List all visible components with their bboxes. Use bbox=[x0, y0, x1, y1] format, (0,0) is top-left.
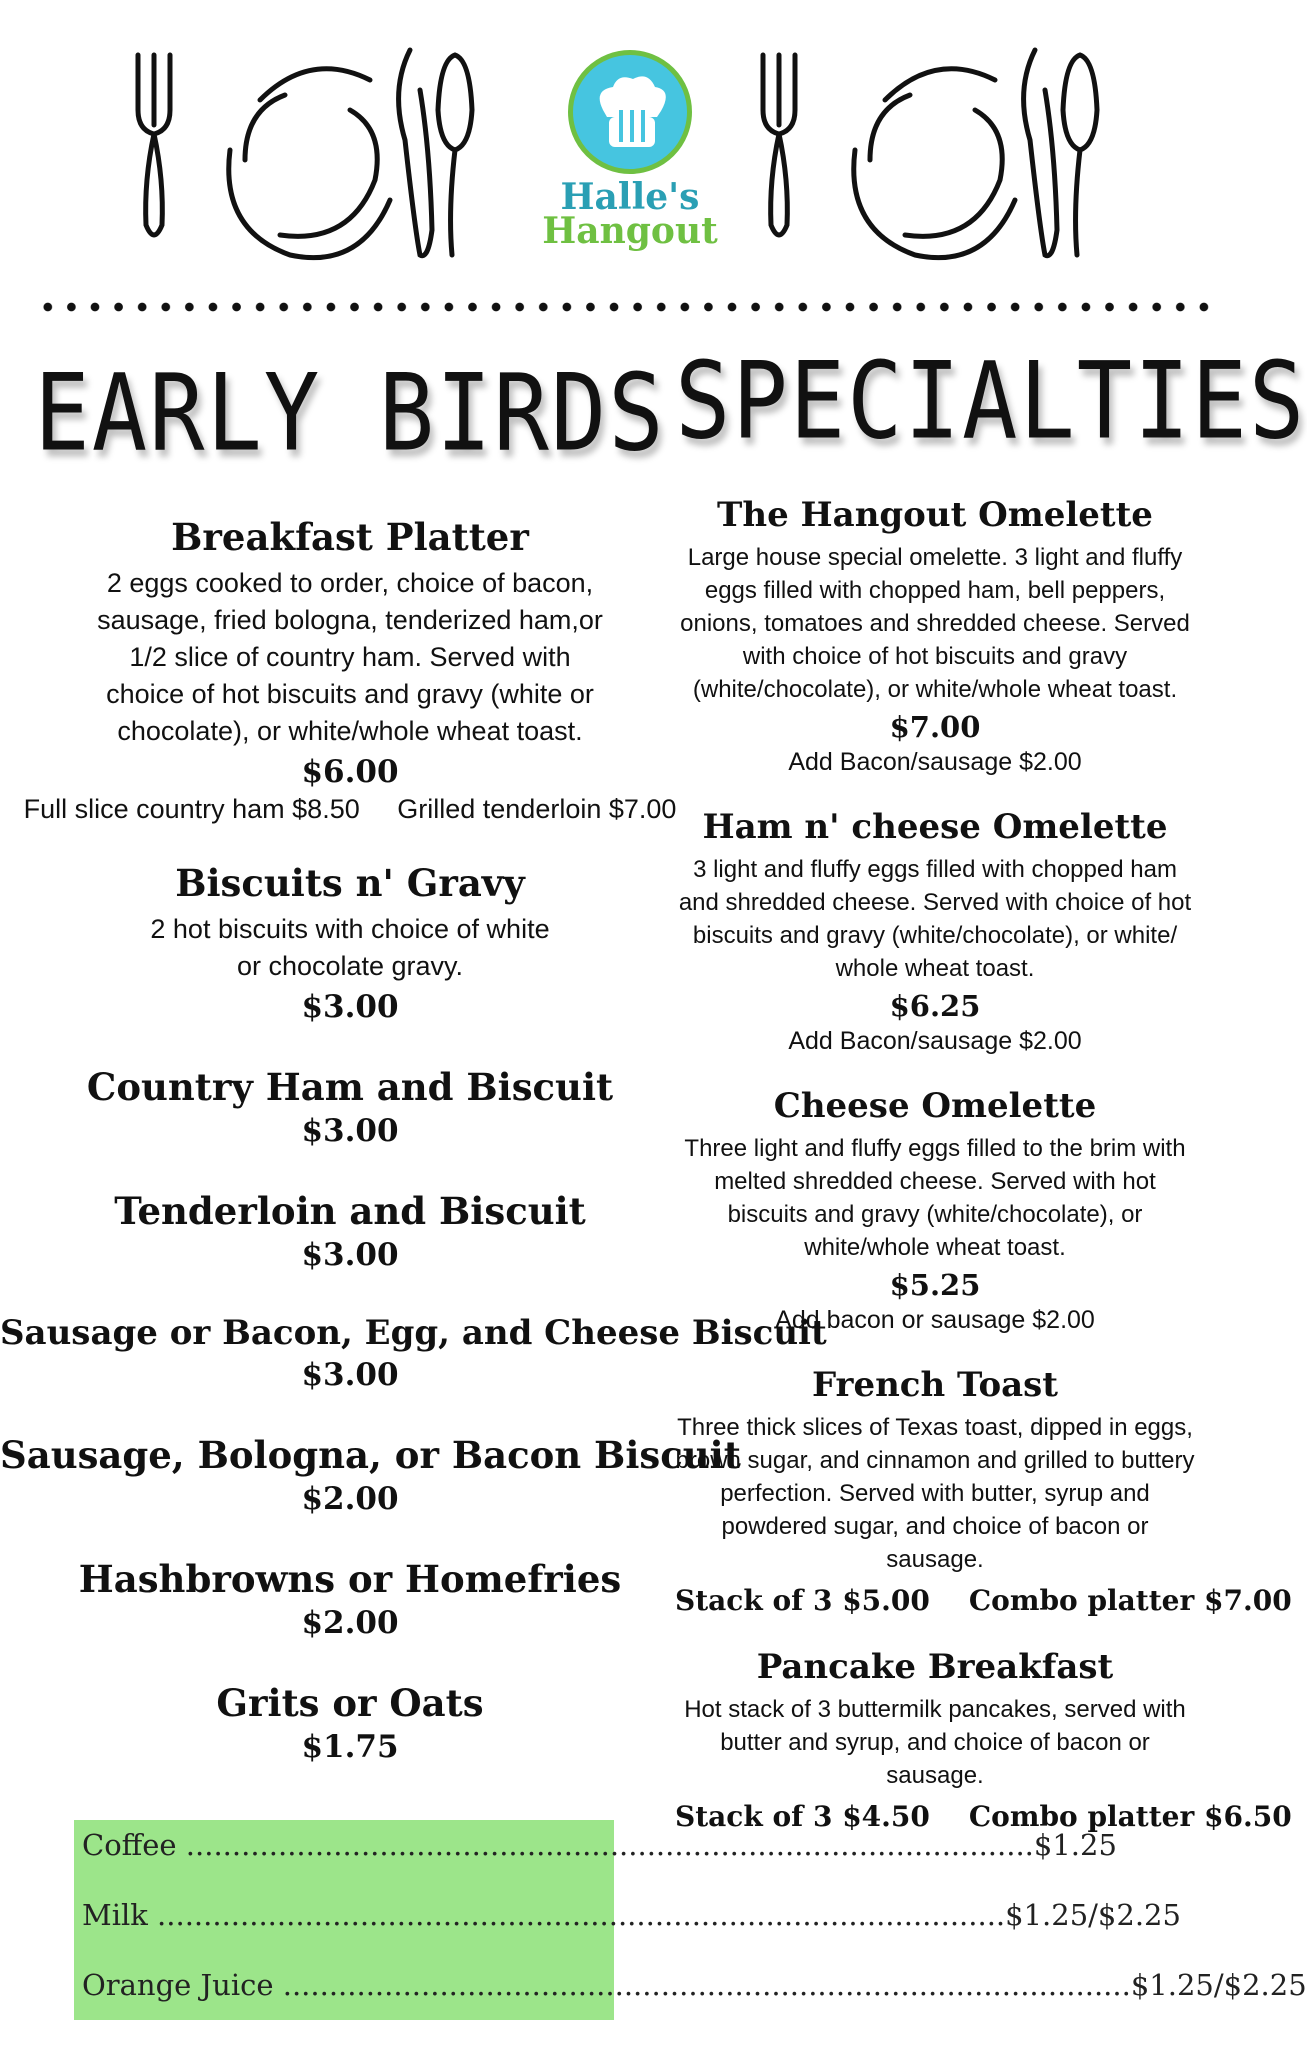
item-name: Pancake Breakfast bbox=[756, 1647, 1114, 1687]
item-stack-prices: Stack of 3 $5.00 Combo platter $7.00 bbox=[675, 1584, 1292, 1617]
item-stack-prices: Stack of 3 $4.50 Combo platter $6.50 bbox=[675, 1800, 1292, 1833]
item-extra: Add Bacon/sausage $2.00 bbox=[788, 748, 1082, 776]
drink-name: Coffee ..... bbox=[82, 1828, 1034, 1862]
item-price: $2.00 bbox=[301, 1605, 399, 1641]
menu-item-grits-oats bbox=[0, 1681, 700, 1765]
item-name: French Toast bbox=[811, 1365, 1059, 1405]
item-price: $3.00 bbox=[301, 1237, 399, 1273]
specialties-title: SPECIALTIES bbox=[675, 339, 1307, 464]
fork-icon bbox=[138, 55, 170, 235]
item-name: Breakfast Platter bbox=[171, 515, 529, 559]
drink-row-coffee bbox=[82, 1828, 1117, 1898]
item-name: Biscuits n' Gravy bbox=[175, 861, 525, 905]
specialties-column bbox=[675, 339, 1307, 1833]
menu-item-hashbrowns bbox=[0, 1557, 700, 1641]
item-name: Grits or Oats bbox=[216, 1681, 484, 1725]
item-price: $3.00 bbox=[301, 989, 399, 1025]
drink-row-orange-juice bbox=[82, 1968, 1307, 2038]
menu-item-bologna-biscuit bbox=[0, 1433, 741, 1517]
item-description: 2 hot biscuits with choice of white or chocolate gravy. bbox=[150, 914, 550, 981]
item-price: $3.00 bbox=[301, 1357, 399, 1393]
menu-item-egg-cheese-biscuit bbox=[0, 1313, 827, 1393]
item-name: The Hangout Omelette bbox=[717, 495, 1153, 535]
item-extra: Full slice country ham $8.50 Grilled tenderloin $7.00 bbox=[23, 794, 677, 824]
item-name: Sausage, Bologna, or Bacon Biscuit bbox=[0, 1433, 741, 1477]
menu-item-hangout-omelette bbox=[675, 495, 1195, 777]
chef-hat-icon bbox=[568, 50, 692, 174]
menu-item-country-ham-biscuit bbox=[0, 1065, 700, 1149]
logo-line-2: Hangout bbox=[542, 210, 718, 252]
item-description: Hot stack of 3 buttermilk pancakes, served with butter and syrup, and choice of bacon or sausage. bbox=[684, 1696, 1186, 1789]
item-extra: Add bacon or sausage $2.00 bbox=[775, 1306, 1095, 1334]
item-name: Ham n' cheese Omelette bbox=[702, 807, 1168, 847]
spoon-icon bbox=[399, 50, 472, 256]
item-price: $3.00 bbox=[301, 1113, 399, 1149]
logo-wordmark bbox=[530, 176, 730, 252]
early-birds-title: EARLY BIRDS bbox=[34, 351, 666, 476]
drink-row-milk bbox=[82, 1898, 1181, 1968]
item-price: $2.00 bbox=[301, 1481, 399, 1517]
drink-price: $1.25/$2.25 bbox=[1130, 1968, 1307, 2002]
place-setting-left bbox=[120, 30, 500, 270]
item-name: Sausage or Bacon, Egg, and Cheese Biscuit bbox=[0, 1313, 827, 1353]
item-name: Tenderloin and Biscuit bbox=[114, 1189, 586, 1233]
plate-icon bbox=[229, 69, 390, 258]
menu-item-cheese-omelette bbox=[675, 1086, 1195, 1335]
logo-line-1: Halle's bbox=[560, 176, 700, 218]
item-price: $5.25 bbox=[889, 1268, 981, 1302]
item-description: Large house special omelette. 3 light and fluffy eggs filled with chopped ham, bell peppers, onions, tomatoes and shredded cheese. Served with choice of hot biscuits and gravy (white/chocolate), or white/whole wheat toast. bbox=[680, 544, 1190, 703]
drink-name: Orange Juice ..... bbox=[82, 1968, 1131, 2002]
item-price: $6.25 bbox=[889, 989, 981, 1023]
drink-price: $1.25 bbox=[1033, 1828, 1117, 1862]
item-extra: Add Bacon/sausage $2.00 bbox=[788, 1027, 1082, 1055]
menu-item-ham-cheese-omelette bbox=[675, 807, 1195, 1056]
dotted-divider bbox=[36, 300, 1216, 314]
item-price: $1.75 bbox=[301, 1729, 399, 1765]
early-birds-column bbox=[0, 340, 827, 1765]
item-price: $6.00 bbox=[301, 754, 399, 790]
item-description: 2 eggs cooked to order, choice of bacon, sausage, fried bologna, tenderized ham,or 1/2 slice of country ham. Served with choice of hot biscuits and gravy (white or chocolate), or white/whole wheat toast. bbox=[97, 568, 603, 746]
place-setting-right bbox=[745, 30, 1125, 270]
item-description: 3 light and fluffy eggs filled with chopped ham and shredded cheese. Served with choice of hot biscuits and gravy (white/chocolate), or white/ whole wheat toast. bbox=[678, 856, 1192, 982]
item-name: Hashbrowns or Homefries bbox=[78, 1557, 622, 1601]
spoon-icon bbox=[1024, 50, 1097, 256]
plate-icon bbox=[854, 69, 1015, 258]
drinks-box bbox=[74, 1820, 1307, 2020]
menu-item-tenderloin-biscuit bbox=[0, 1189, 700, 1273]
drink-price: $1.25/$2.25 bbox=[1005, 1898, 1181, 1932]
item-name: Country Ham and Biscuit bbox=[86, 1065, 614, 1109]
menu-item-breakfast-platter bbox=[0, 515, 700, 825]
menu-item-pancake-breakfast bbox=[675, 1647, 1292, 1833]
menu-item-biscuits-gravy bbox=[0, 861, 700, 1025]
fork-icon bbox=[763, 55, 795, 235]
item-name: Cheese Omelette bbox=[773, 1086, 1097, 1126]
menu-item-french-toast bbox=[675, 1365, 1292, 1617]
item-description: Three light and fluffy eggs filled to the brim with melted shredded cheese. Served with hot biscuits and gravy (white/chocolate), or white/whole wheat toast. bbox=[684, 1135, 1186, 1261]
drink-name: Milk ..... bbox=[82, 1898, 1005, 1932]
menu-header bbox=[0, 0, 1242, 290]
item-price: $7.00 bbox=[889, 710, 981, 744]
logo bbox=[530, 50, 730, 250]
item-description: Three thick slices of Texas toast, dipped in eggs, brown sugar, and cinnamon and grilled to buttery perfection. Served with butter, syrup and powdered sugar, and choice of bacon or sausage. bbox=[675, 1414, 1195, 1573]
